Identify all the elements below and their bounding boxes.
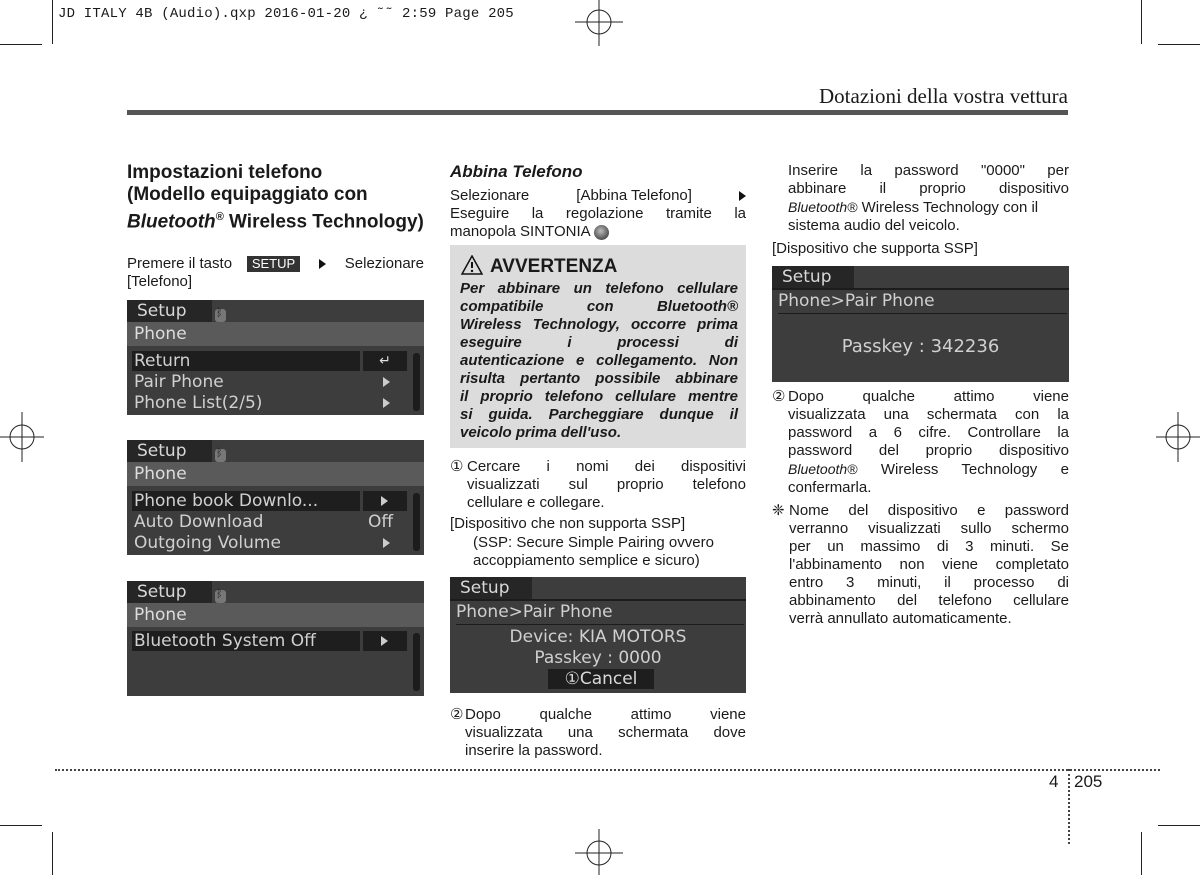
lcd-subtitle: Phone bbox=[127, 462, 424, 486]
settings-heading: Impostazioni telefono (Modello equipaggiato con Bluetooth® Wireless Technology) bbox=[127, 162, 424, 233]
lcd-divider bbox=[450, 599, 746, 601]
tune-knob-icon bbox=[594, 225, 609, 240]
arrow-right-icon-box bbox=[363, 491, 407, 511]
lcd-divider bbox=[772, 288, 1069, 290]
scrollbar bbox=[413, 353, 420, 411]
crop-mark bbox=[1158, 44, 1200, 45]
pair-instructions: Selezionare [Abbina Telefono] Eseguire la regolazione tramite la manopola SINTONIA bbox=[450, 187, 746, 240]
lcd-subtitle: Phone bbox=[127, 322, 424, 346]
section-title: Dotazioni della vostra vettura bbox=[819, 84, 1068, 108]
crop-mark bbox=[1141, 0, 1142, 44]
registration-mark-icon bbox=[0, 412, 44, 462]
step2-col2: ② Dopo qualche attimo viene visualizzata una schermata dove inserire la password. bbox=[450, 706, 746, 759]
arrow-right-icon-box bbox=[363, 631, 407, 651]
print-slug: JD ITALY 4B (Audio).qxp 2016-01-20 ¿ ˜˜ 2:59 Page 205 bbox=[58, 6, 514, 22]
step-marker: ② bbox=[450, 706, 464, 723]
lcd-row-auto-download: Auto Download bbox=[134, 512, 264, 532]
lcd-title: Setup bbox=[450, 577, 532, 599]
step1: ① Cercare i nomi dei dispositivi visualizzati sul proprio telefono cellulare e collegare. bbox=[450, 458, 746, 511]
lcd-row-pair-phone: Pair Phone bbox=[134, 372, 224, 392]
arrow-right-icon bbox=[383, 377, 390, 387]
ssp-note: (SSP: Secure Simple Pairing ovvero accoppiamento semplice e sicuro) bbox=[473, 534, 714, 569]
lcd-subtitle: Phone bbox=[127, 603, 424, 627]
scrollbar bbox=[413, 633, 420, 691]
bluetooth-icon bbox=[215, 449, 226, 462]
passkey: Passkey : 342236 bbox=[841, 336, 1000, 357]
lcd-row-phonebook-download: Phone book Downlo... bbox=[132, 491, 360, 511]
arrow-right-icon bbox=[383, 398, 390, 408]
page-number: 205 bbox=[1074, 772, 1103, 791]
arrow-right-icon bbox=[319, 259, 326, 269]
lcd-divider bbox=[778, 313, 1067, 314]
lcd-row-return: Return bbox=[132, 351, 360, 371]
intro-text: Premere il tasto SETUP Selezionare [Telefono] bbox=[127, 255, 424, 290]
lcd-subtitle: Phone>Pair Phone bbox=[778, 291, 935, 311]
lcd-screen-bluetooth-off bbox=[127, 581, 424, 696]
registration-mark-icon bbox=[1156, 412, 1200, 462]
pair-phone-heading: Abbina Telefono bbox=[450, 162, 583, 181]
lcd-row-bluetooth-off: Bluetooth System Off bbox=[132, 631, 360, 651]
chapter-number: 4 bbox=[1049, 772, 1059, 791]
lcd-subtitle: Phone>Pair Phone bbox=[456, 602, 613, 622]
crop-mark bbox=[0, 44, 42, 45]
crop-mark bbox=[52, 832, 53, 875]
step-marker: ② bbox=[772, 388, 786, 405]
lcd-title: Setup bbox=[127, 440, 212, 462]
ssp-label: [Dispositivo che supporta SSP] bbox=[772, 240, 978, 257]
warning-text: Per abbinare un telefono cellulare compatibile con Bluetooth® Wireless Technology, occorre prima eseguire i processi di autenticazione e collegamento. Non risulta pertanto possibile abbinare il proprio telefono cellulare mentre si guida. Parcheggiare dunque il veicolo prima dell'uso. bbox=[460, 280, 738, 441]
arrow-right-icon bbox=[383, 538, 390, 548]
device-name: Device: KIA MOTORS bbox=[509, 627, 687, 647]
crop-mark bbox=[1141, 832, 1142, 875]
return-icon: ↵ bbox=[363, 351, 407, 371]
crop-mark bbox=[1158, 825, 1200, 826]
step2-col3: ② Dopo qualche attimo viene visualizzata una schermata con la password a 6 cifre. Controllare la password del proprio dispositivo Bluetooth® Wireless Technology e confermarla. bbox=[772, 388, 1069, 496]
note: ❈ Nome del dispositivo e password verranno visualizzati sullo schermo per un massimo di 3 minuti. Se l'abbinamento non viene completato entro 3 minuti, il processo di abbinamento del telefono cellulare verrà annullato automaticamente. bbox=[772, 502, 1069, 627]
lcd-divider bbox=[456, 624, 744, 625]
arrow-right-icon bbox=[739, 191, 746, 201]
setup-key-badge: SETUP bbox=[247, 256, 300, 272]
lcd-screen-phonebook-menu bbox=[127, 440, 424, 555]
header-rule bbox=[127, 110, 1068, 115]
lcd-screen-phone-menu bbox=[127, 300, 424, 415]
lcd-screen-pair-ssp bbox=[772, 266, 1069, 382]
lcd-row-outgoing-volume: Outgoing Volume bbox=[134, 533, 281, 553]
bluetooth-icon bbox=[215, 309, 226, 322]
warning-title: AVVERTENZA bbox=[490, 256, 618, 277]
crop-mark bbox=[0, 825, 42, 826]
scrollbar bbox=[413, 493, 420, 551]
passkey: Passkey : 0000 bbox=[534, 648, 662, 668]
lcd-screen-pair-no-ssp bbox=[450, 577, 746, 693]
footer-dotted-vertical bbox=[1068, 769, 1070, 844]
step-marker: ① bbox=[450, 458, 464, 475]
warning-box bbox=[450, 245, 746, 448]
auto-download-value: Off bbox=[368, 512, 394, 532]
lcd-row-phone-list: Phone List(2/5) bbox=[134, 393, 263, 413]
warning-triangle-icon bbox=[461, 255, 483, 275]
bluetooth-icon bbox=[215, 590, 226, 603]
lcd-title: Setup bbox=[127, 300, 212, 322]
cancel-button[interactable]: ①Cancel bbox=[548, 669, 654, 689]
lcd-title: Setup bbox=[772, 266, 854, 288]
registration-mark-icon bbox=[575, 829, 623, 875]
footer-dotted-rule bbox=[55, 769, 1160, 771]
no-ssp-label: [Dispositivo che non supporta SSP] bbox=[450, 515, 686, 532]
lcd-title: Setup bbox=[127, 581, 212, 603]
col3-intro: Inserire la password "0000" per abbinare il proprio dispositivo Bluetooth® Wireless Technology con il sistema audio del veicolo. bbox=[788, 162, 1069, 234]
registration-mark-icon bbox=[575, 0, 623, 48]
crop-mark bbox=[52, 0, 53, 44]
note-marker: ❈ bbox=[772, 502, 785, 519]
